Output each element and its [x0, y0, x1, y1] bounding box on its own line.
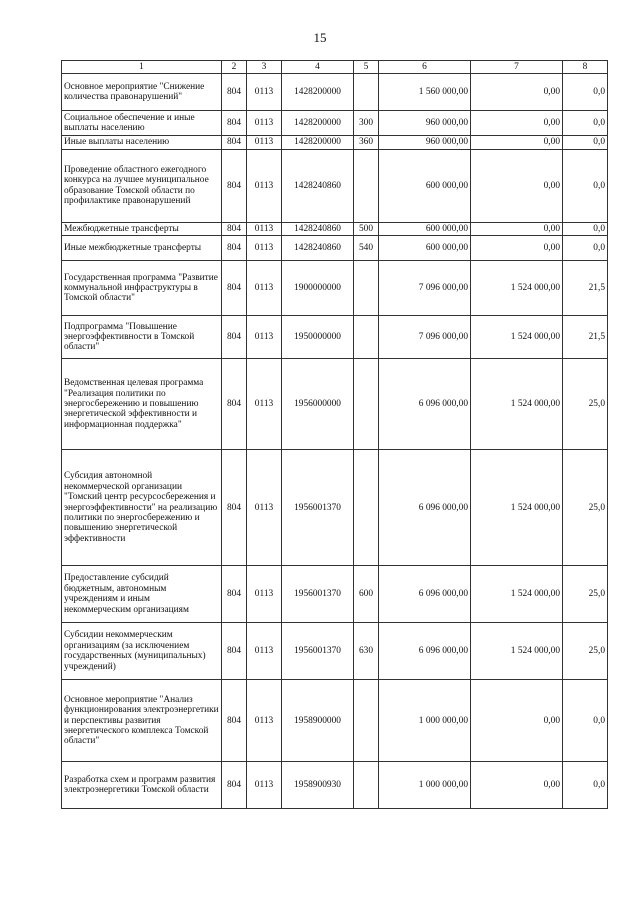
row-c8: 25,0 [563, 450, 608, 566]
row-c4: 1956001370 [282, 450, 354, 566]
row-c6: 1 000 000,00 [379, 762, 471, 809]
row-c8: 25,0 [563, 623, 608, 680]
row-c6: 6 096 000,00 [379, 623, 471, 680]
row-c3: 0113 [247, 111, 282, 136]
row-c3: 0113 [247, 316, 282, 359]
row-c7: 0,00 [471, 74, 563, 111]
row-c7: 0,00 [471, 236, 563, 261]
row-name: Иные межбюджетные трансферты [62, 236, 222, 261]
row-c2: 804 [222, 236, 247, 261]
row-c6: 600 000,00 [379, 222, 471, 235]
row-c4: 1428240860 [282, 149, 354, 222]
row-c5: 600 [354, 566, 379, 623]
row-c6: 7 096 000,00 [379, 261, 471, 316]
row-name: Субсидия автономной некоммерческой организации "Томский центр ресурсосбережения и энергоэффективности" на реализацию политики по энергосбережению и повышению энергетической эффективности [62, 450, 222, 566]
table-row [62, 222, 608, 235]
row-c7: 1 524 000,00 [471, 566, 563, 623]
row-c4: 1956001370 [282, 623, 354, 680]
row-c4: 1956001370 [282, 566, 354, 623]
row-c8: 0,0 [563, 762, 608, 809]
row-c2: 804 [222, 316, 247, 359]
row-c8: 25,0 [563, 566, 608, 623]
row-c5 [354, 149, 379, 222]
row-c4: 1950000000 [282, 316, 354, 359]
row-c8: 21,5 [563, 261, 608, 316]
row-c8: 0,0 [563, 680, 608, 762]
row-c7: 1 524 000,00 [471, 261, 563, 316]
row-c7: 1 524 000,00 [471, 316, 563, 359]
row-c7: 0,00 [471, 136, 563, 149]
row-c7: 0,00 [471, 149, 563, 222]
row-name: Подпрограмма "Повышение энергоэффективности в Томской области" [62, 316, 222, 359]
col-header-2: 2 [222, 61, 247, 74]
row-c8: 0,0 [563, 74, 608, 111]
budget-table [61, 60, 608, 809]
row-name: Предоставление субсидий бюджетным, автономным учреждениям и иным некоммерческим организациям [62, 566, 222, 623]
row-c5 [354, 359, 379, 450]
row-c7: 1 524 000,00 [471, 359, 563, 450]
row-c6: 1 560 000,00 [379, 74, 471, 111]
row-c3: 0113 [247, 149, 282, 222]
row-name: Разработка схем и программ развития электроэнергетики Томской области [62, 762, 222, 809]
row-c3: 0113 [247, 261, 282, 316]
row-c4: 1428200000 [282, 136, 354, 149]
row-c2: 804 [222, 680, 247, 762]
table-row [62, 680, 608, 762]
row-c2: 804 [222, 623, 247, 680]
row-c7: 0,00 [471, 111, 563, 136]
row-c8: 25,0 [563, 359, 608, 450]
table-row [62, 149, 608, 222]
row-c3: 0113 [247, 222, 282, 235]
row-c5 [354, 450, 379, 566]
row-name: Ведомственная целевая программа "Реализация политики по энергосбережению и повышению энергетической эффективности и информационная поддержка" [62, 359, 222, 450]
row-c6: 600 000,00 [379, 149, 471, 222]
table-row [62, 762, 608, 809]
row-c7: 1 524 000,00 [471, 623, 563, 680]
table-row [62, 316, 608, 359]
table-row [62, 136, 608, 149]
col-header-6: 6 [379, 61, 471, 74]
row-c3: 0113 [247, 359, 282, 450]
row-name: Социальное обеспечение и иные выплаты населению [62, 111, 222, 136]
row-c4: 1428200000 [282, 74, 354, 111]
row-c4: 1958900000 [282, 680, 354, 762]
row-c6: 6 096 000,00 [379, 450, 471, 566]
row-c2: 804 [222, 261, 247, 316]
row-c6: 1 000 000,00 [379, 680, 471, 762]
row-name: Субсидии некоммерческим организациям (за исключением государственных (муниципальных) учреждений) [62, 623, 222, 680]
row-name: Основное мероприятие "Анализ функционирования электроэнергетики и перспективы развития энергетического комплекса Томской области" [62, 680, 222, 762]
row-c7: 0,00 [471, 762, 563, 809]
row-c8: 0,0 [563, 222, 608, 235]
row-c8: 0,0 [563, 136, 608, 149]
row-c4: 1900000000 [282, 261, 354, 316]
col-header-8: 8 [563, 61, 608, 74]
row-c5 [354, 762, 379, 809]
row-c6: 6 096 000,00 [379, 566, 471, 623]
row-c2: 804 [222, 566, 247, 623]
row-c5: 540 [354, 236, 379, 261]
row-c5: 300 [354, 111, 379, 136]
table-row [62, 111, 608, 136]
row-c6: 600 000,00 [379, 236, 471, 261]
row-c3: 0113 [247, 623, 282, 680]
row-c8: 0,0 [563, 236, 608, 261]
row-c2: 804 [222, 762, 247, 809]
row-c6: 7 096 000,00 [379, 316, 471, 359]
table-row [62, 450, 608, 566]
row-c5: 360 [354, 136, 379, 149]
row-c2: 804 [222, 136, 247, 149]
row-c3: 0113 [247, 680, 282, 762]
row-c4: 1428240860 [282, 222, 354, 235]
row-c5 [354, 680, 379, 762]
row-c6: 960 000,00 [379, 111, 471, 136]
table-row [62, 566, 608, 623]
header-row [62, 61, 608, 74]
table-row [62, 623, 608, 680]
row-name: Государственная программа "Развитие коммунальной инфраструктуры в Томской области" [62, 261, 222, 316]
row-c4: 1428200000 [282, 111, 354, 136]
row-name: Иные выплаты населению [62, 136, 222, 149]
row-c3: 0113 [247, 236, 282, 261]
row-c3: 0113 [247, 136, 282, 149]
row-c5: 500 [354, 222, 379, 235]
row-c2: 804 [222, 149, 247, 222]
row-name: Основное мероприятие "Снижение количества правонарушений" [62, 74, 222, 111]
row-name: Проведение областного ежегодного конкурса на лучшее муниципальное образование Томской области по профилактике правонарушений [62, 149, 222, 222]
row-c2: 804 [222, 450, 247, 566]
table-row [62, 74, 608, 111]
row-c4: 1428240860 [282, 236, 354, 261]
table-row [62, 359, 608, 450]
row-c5 [354, 261, 379, 316]
row-c3: 0113 [247, 450, 282, 566]
col-header-3: 3 [247, 61, 282, 74]
row-c8: 21,5 [563, 316, 608, 359]
col-header-1: 1 [62, 61, 222, 74]
col-header-7: 7 [471, 61, 563, 74]
row-c2: 804 [222, 222, 247, 235]
table-row [62, 236, 608, 261]
row-c6: 960 000,00 [379, 136, 471, 149]
table-row [62, 261, 608, 316]
row-c2: 804 [222, 74, 247, 111]
row-c4: 1956000000 [282, 359, 354, 450]
row-c3: 0113 [247, 566, 282, 623]
row-c2: 804 [222, 111, 247, 136]
row-name: Межбюджетные трансферты [62, 222, 222, 235]
row-c5 [354, 74, 379, 111]
row-c4: 1958900930 [282, 762, 354, 809]
row-c8: 0,0 [563, 111, 608, 136]
row-c7: 0,00 [471, 222, 563, 235]
row-c3: 0113 [247, 74, 282, 111]
row-c7: 1 524 000,00 [471, 450, 563, 566]
row-c7: 0,00 [471, 680, 563, 762]
row-c8: 0,0 [563, 149, 608, 222]
col-header-4: 4 [282, 61, 354, 74]
row-c2: 804 [222, 359, 247, 450]
row-c3: 0113 [247, 762, 282, 809]
page-number: 15 [313, 30, 327, 45]
row-c5: 630 [354, 623, 379, 680]
row-c6: 6 096 000,00 [379, 359, 471, 450]
row-c5 [354, 316, 379, 359]
col-header-5: 5 [354, 61, 379, 74]
